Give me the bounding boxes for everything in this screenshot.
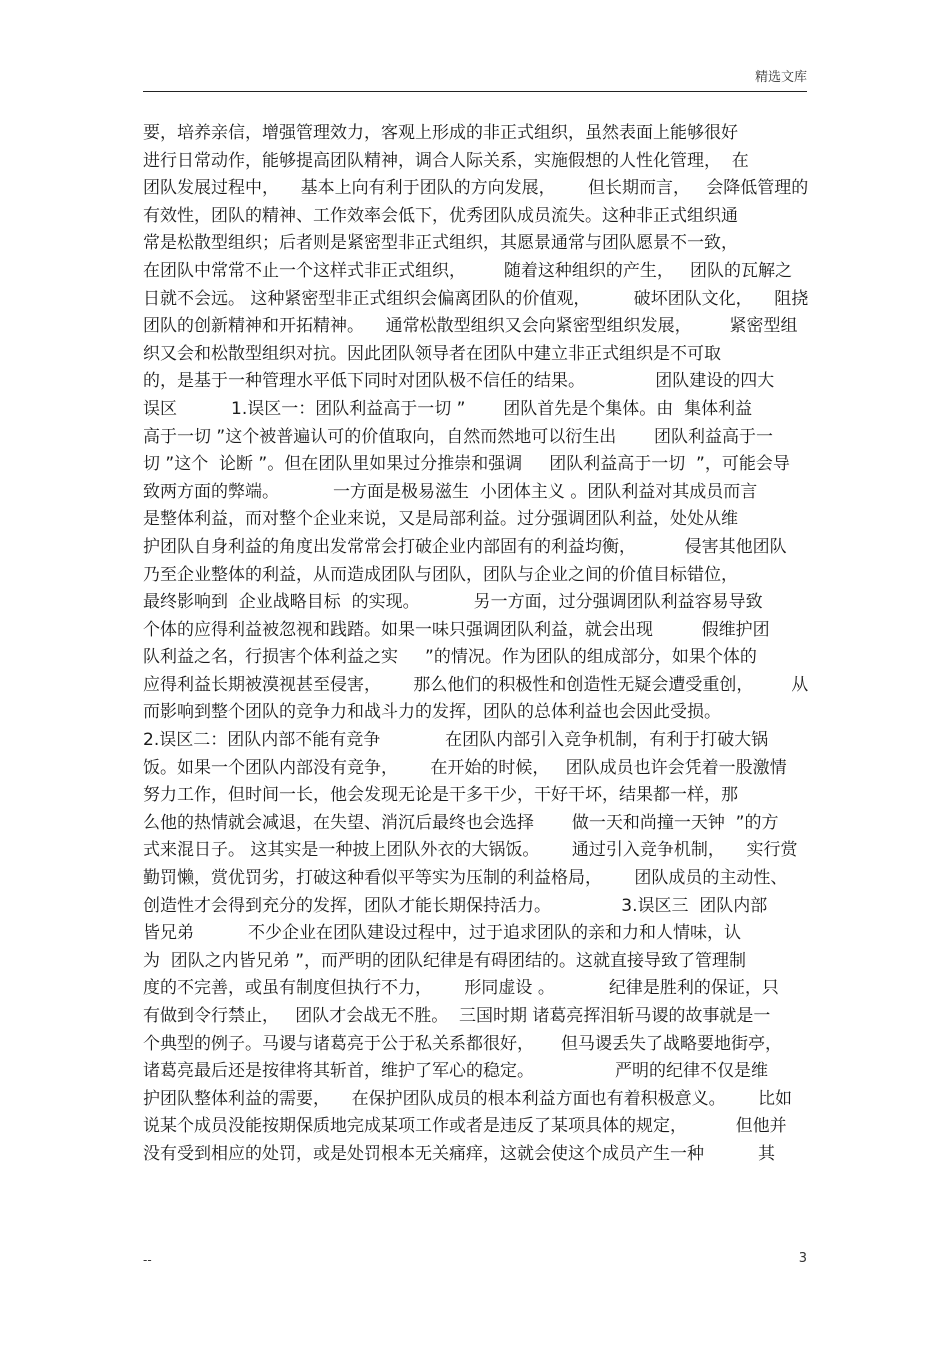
footer-left-mark: -- [143, 1253, 152, 1267]
text-line: 2.误区二：团队内部不能有竞争 在团队内部引入竞争机制，有利于打破大锅 [143, 730, 769, 751]
text-line: 护团队自身利益的角度出发常常会打破企业内部固有的利益均衡， 侵害其他团队 [143, 536, 787, 557]
text-line: 误区 1.误区一：团队利益高于一切 ” 团队首先是个集体。由 集体利益 [143, 398, 753, 419]
text-line: 个典型的例子。马谡与诸葛亮于公于私关系都很好， 但马谡丢失了战略要地街亭， [143, 1033, 783, 1054]
text-line: 致两方面的弊端。 一方面是极易滋生 小团体主义 。团队利益对其成员而言 [143, 481, 758, 502]
text-line: 么他的热情就会减退，在失望、消沉后最终也会选择 做一天和尚撞一天钟 ”的方 [143, 812, 779, 833]
text-line: 是整体利益，而对整个企业来说，又是局部利益。过分强调团队利益，处处从维 [143, 509, 738, 530]
text-line: 的，是基于一种管理水平低下同时对团队极不信任的结果。 团队建设的四大 [143, 371, 775, 392]
text-line: 而影响到整个团队的竞争力和战斗力的发挥，团队的总体利益也会因此受损。 [143, 702, 721, 723]
body-text [143, 120, 815, 1169]
text-line: 诸葛亮最后还是按律将其斩首，维护了军心的稳定。 严明的纪律不仅是维 [143, 1061, 769, 1082]
text-line: 创造性才会得到充分的发挥，团队才能长期保持活力。 3.误区三 团队内部 [143, 895, 768, 916]
header-divider [143, 91, 807, 92]
text-line: 高于一切 ”这个被普遍认可的价值取向，自然而然地可以衍生出 团队利益高于一 [143, 426, 774, 447]
text-line: 护团队整体利益的需要， 在保护团队成员的根本利益方面也有着积极意义。 比如 [143, 1088, 793, 1109]
text-line: 饭。如果一个团队内部没有竞争， 在开始的时候， 团队成员也许会凭着一股激情 [143, 757, 787, 778]
text-line: 在团队中常常不止一个这样式非正式组织， 随着这种组织的产生， 团队的瓦解之 [143, 260, 793, 281]
text-line: 有效性，团队的精神、工作效率会低下，优秀团队成员流失。这种非正式组织通 [143, 205, 738, 226]
page-number: 3 [798, 1251, 807, 1266]
text-line: 团队发展过程中， 基本上向有利于团队的方向发展， 但长期而言， 会降低管理的 [143, 178, 809, 199]
text-line: 队利益之名，行损害个体利益之实 ”的情况。作为团队的组成部分，如果个体的 [143, 647, 757, 668]
text-line: 切 ”这个 论断 ”。但在团队里如果过分推崇和强调 团队利益高于一切 ”，可能会导 [143, 454, 790, 475]
text-line: 为 团队之内皆兄弟 ”，而严明的团队纪律是有碍团结的。这就直接导致了管理制 [143, 950, 747, 971]
text-line: 进行日常动作，能够提高团队精神，调合人际关系，实施假想的人性化管理， 在 [143, 150, 749, 171]
text-line: 没有受到相应的处罚，或是处罚根本无关痛痒，这就会使这个成员产生一种 其 [143, 1143, 776, 1164]
text-line: 勤罚懒，赏优罚劣，打破这种看似平等实为压制的利益格局， 团队成员的主动性、 [143, 868, 788, 889]
text-line: 个体的应得利益被忽视和践踏。如果一味只强调团队利益，就会出现 假维护团 [143, 619, 770, 640]
page-header-label: 精选文库 [754, 70, 807, 85]
text-line: 日就不会远。 这种紧密型非正式组织会偏离团队的价值观， 破坏团队文化， 阻挠 [143, 288, 809, 309]
text-line: 最终影响到 企业战略目标 的实现。 另一方面，过分强调团队利益容易导致 [143, 592, 763, 613]
text-line: 有做到令行禁止， 团队才会战无不胜。 三国时期 诸葛亮挥泪斩马谡的故事就是一 [143, 1006, 771, 1026]
text-line: 应得利益长期被漠视甚至侵害， 那么他们的积极性和创造性无疑会遭受重创， 从 [143, 674, 809, 695]
text-line: 织又会和松散型组织对抗。因此团队领导者在团队中建立非正式组织是不可取 [143, 343, 721, 364]
text-line: 式来混日子。 这其实是一种披上团队外衣的大锅饭。 通过引入竞争机制， 实行赏 [143, 840, 798, 861]
text-line: 努力工作，但时间一长，他会发现无论是干多干少，干好干坏，结果都一样，那 [143, 785, 738, 806]
text-line: 常是松散型组织；后者则是紧密型非正式组织，其愿景通常与团队愿景不一致， [143, 233, 738, 254]
text-line: 皆兄弟 不少企业在团队建设过程中，过于追求团队的亲和力和人情味，认 [143, 923, 742, 944]
text-line: 说某个成员没能按期保质地完成某项工作或者是违反了某项具体的规定， 但他并 [143, 1116, 787, 1137]
text-line: 度的不完善，或虽有制度但执行不力， 形同虚设 。 纪律是胜利的保证，只 [143, 978, 779, 999]
text-line: 要，培养亲信，增强管理效力，客观上形成的非正式组织，虽然表面上能够很好 [143, 123, 738, 143]
text-line: 乃至企业整体的利益，从而造成团队与团队，团队与企业之间的价值目标错位， [143, 564, 738, 585]
text-line: 团队的创新精神和开拓精神。 通常松散型组织又会向紧密型组织发展， 紧密型组 [143, 316, 798, 337]
